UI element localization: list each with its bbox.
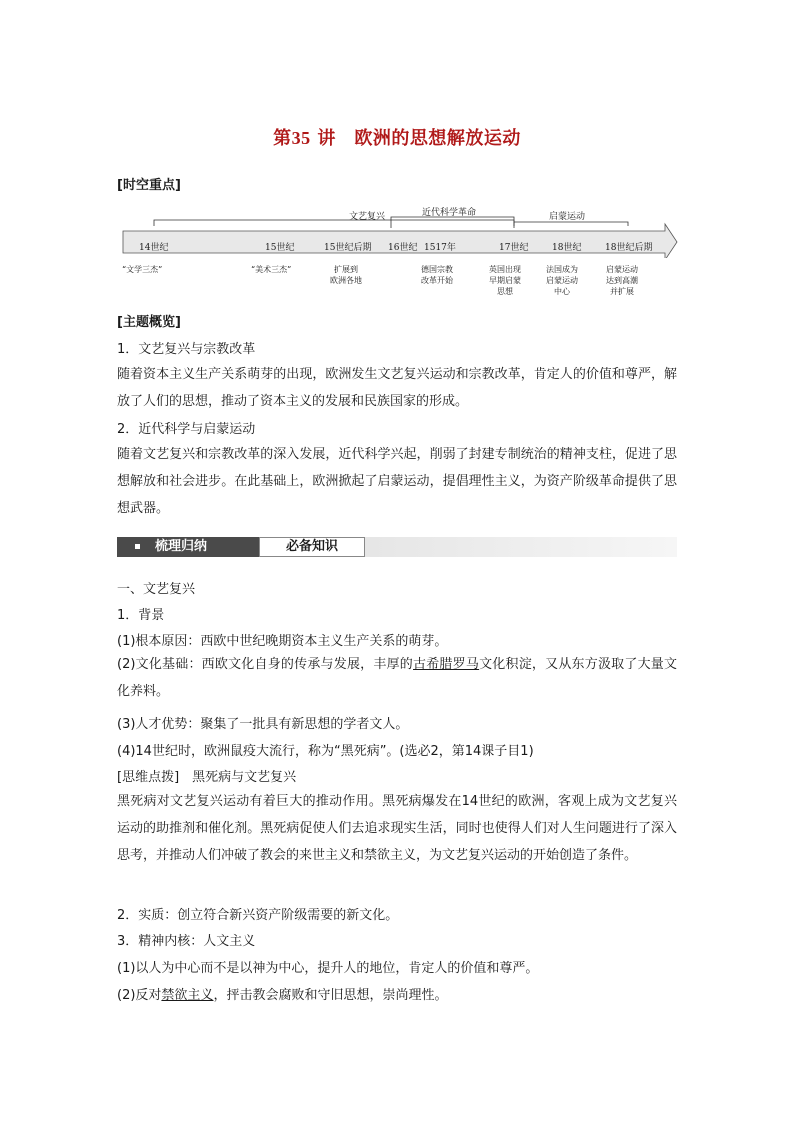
tip-heading: [思维点拨] 黑死病与文艺复兴 [117, 770, 297, 785]
note-line: 启蒙运动 [606, 265, 638, 274]
page-title: 第35 讲 欧洲的思想解放运动 [273, 128, 521, 149]
background-item-1: (1)根本原因：西欧中世纪晚期资本主义生产关系的萌芽。 [117, 634, 448, 649]
renaissance-heading: 一、文艺复兴 [117, 582, 196, 597]
span-label-renaissance: 文艺复兴 [349, 212, 386, 222]
core-item-1: (1)以人为中心而不是以神为中心，提升人的地位，肯定人的价值和尊严。 [117, 961, 539, 976]
bracket-science [391, 217, 514, 228]
lecture-number: 35 [291, 128, 311, 148]
background-item-3: (3)人才优势：聚集了一批具有新思想的学者文人。 [117, 717, 409, 732]
essence-line: 2．实质：创立符合新兴资产阶级需要的新文化。 [117, 908, 399, 923]
note-line: 德国宗教 [421, 265, 453, 274]
underlined-term: 古希腊罗马 [413, 657, 480, 672]
note-line: 达到高潮 [606, 276, 638, 285]
note-climax-spread [606, 264, 638, 297]
overview-label: [主题概览] [117, 315, 181, 330]
note-reformation [421, 264, 453, 286]
overview-s1-body: 随着资本主义生产关系萌芽的出现，欧洲发生文艺复兴运动和宗教改革，肯定人的价值和尊严，解放了人们的思想，推动了资本主义的发展和民族国家的形成。 [117, 367, 677, 409]
banner-bullet-icon [135, 544, 140, 549]
note-england-early [489, 264, 521, 297]
overview-s2-body: 随着文艺复兴和宗教改革的深入发展，近代科学兴起，削弱了封建专制统治的精神支柱，促进了思想解放和社会进步。在此基础上，欧洲掀起了启蒙运动，提倡理性主义，为资产阶级革命提供了思想武器。 [117, 447, 677, 516]
note-line: 中心 [554, 287, 570, 296]
bracket-renaissance [154, 220, 514, 226]
tick-18c: 18世纪 [552, 243, 582, 253]
note-line: 英国出现 [489, 265, 521, 274]
bracket-enlightenment [514, 222, 628, 226]
note-line: 启蒙运动 [546, 276, 578, 285]
timeline [117, 198, 682, 303]
section-banner [117, 537, 677, 557]
overview-s2-heading: 2．近代科学与启蒙运动 [117, 422, 256, 437]
note-spread-europe [330, 264, 362, 286]
core-heading: 3．精神内核：人文主义 [117, 934, 256, 949]
tick-15c: 15世纪 [265, 243, 295, 253]
note-line: 思想 [497, 287, 513, 296]
timeline-label: [时空重点] [117, 178, 181, 193]
tick-15c-late: 15世纪后期 [324, 243, 372, 253]
note-line: 扩展到 [334, 265, 358, 274]
banner-right: 必备知识 [259, 537, 365, 557]
note-line: 改革开始 [421, 276, 453, 285]
note-line: 早期启蒙 [489, 276, 521, 285]
tick-1517: 1517年 [424, 243, 456, 253]
span-label-enlightenment: 启蒙运动 [549, 212, 586, 222]
tick-16c: 16世纪 [388, 243, 418, 253]
note-line: 法国成为 [546, 265, 578, 274]
background-item-2: (2)文化基础：西欧文化自身的传承与发展，丰厚的古希腊罗马文化积淀，又从东方汲取了大量文化养料。 [117, 657, 677, 699]
note-france-center [546, 264, 578, 297]
tick-18c-late: 18世纪后期 [605, 243, 653, 253]
background-heading: 1．背景 [117, 608, 165, 623]
note-line: 欧洲各地 [330, 276, 362, 285]
note-literature-giants: “文学三杰” [122, 265, 163, 274]
note-art-giants: “美术三杰” [251, 265, 292, 274]
underlined-term: 禁欲主义 [161, 988, 214, 1003]
note-line: 并扩展 [610, 287, 634, 296]
banner-left: 梳理归纳 [117, 537, 259, 557]
core-item-2: (2)反对禁欲主义，抨击教会腐败和守旧思想，崇尚理性。 [117, 988, 448, 1003]
tip-body: 黑死病对文艺复兴运动有着巨大的推动作用。黑死病爆发在14世纪的欧洲，客观上成为文艺复兴运动的助推剂和催化剂。黑死病促使人们去追求现实生活，同时也使得人们对人生问题进行了深入思考，并推动人们冲破了教会的来世主义和禁欲主义，为文艺复兴运动的开始创造了条件。 [117, 794, 677, 863]
span-label-science: 近代科学革命 [422, 208, 477, 218]
tick-14c: 14世纪 [139, 243, 169, 253]
tick-17c: 17世纪 [499, 243, 529, 253]
background-item-4: (4)14世纪时，欧洲鼠疫大流行，称为“黑死病”。(选必2，第14课子目1) [117, 744, 534, 759]
overview-s1-heading: 1．文艺复兴与宗教改革 [117, 342, 256, 357]
